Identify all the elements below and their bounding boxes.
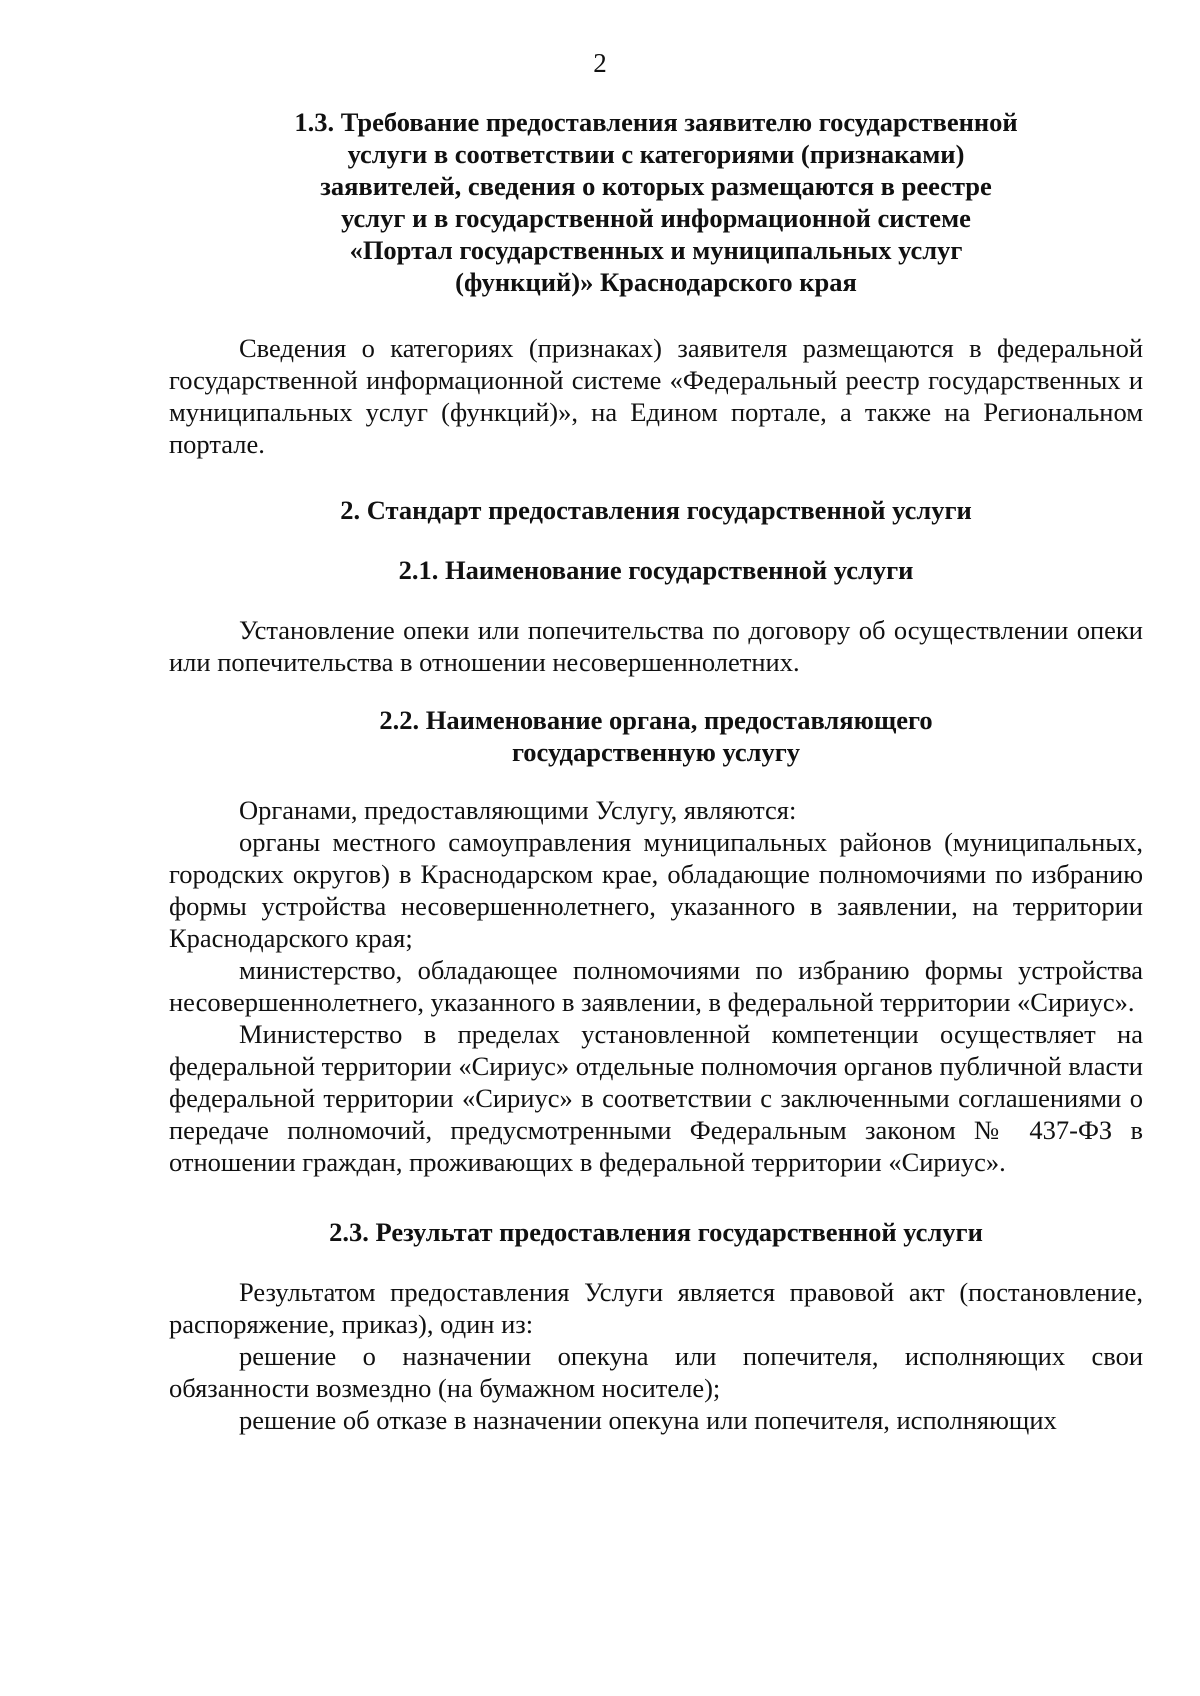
section-1-3-heading — [169, 106, 1143, 298]
paragraph: органы местного самоуправления муниципальных районов (муниципальных, городских округов) в Краснодарском крае, обладающие полномочиями по избранию формы устройства несовершеннолетнего, указанного в заявлении, на территории Краснодарского края; — [169, 827, 1143, 953]
document-body — [169, 106, 1143, 1436]
heading-line: услуги в соответствии с категориями (признаками) — [347, 139, 965, 169]
section-2-heading: 2. Стандарт предоставления государственной услуги — [340, 495, 972, 525]
paragraph: Результатом предоставления Услуги является правовой акт (постановление, распоряжение, приказ), один из: — [169, 1277, 1143, 1339]
heading-line: «Портал государственных и муниципальных услуг — [349, 235, 963, 265]
section-2-3-heading: 2.3. Результат предоставления государственной услуги — [329, 1217, 983, 1247]
paragraph: Министерство в пределах установленной компетенции осуществляет на федеральной территории «Сириус» отдельные полномочия органов публичной власти федеральной территории «Сириус» в соответствии с заключенными соглашениями о передаче полномочий, предусмотренными Федеральным законом № 437-ФЗ в отношении граждан, проживающих в федеральной территории «Сириус». — [169, 1019, 1143, 1177]
heading-line: 1.3. Требование предоставления заявителю государственной — [294, 107, 1018, 137]
paragraph: министерство, обладающее полномочиями по избранию формы устройства несовершеннолетнего, указанного в заявлении, в федеральной территории «Сириус». — [169, 955, 1143, 1017]
paragraph: Сведения о категориях (признаках) заявителя размещаются в федеральной государственной информационной системе «Федеральный реестр государственных и муниципальных услуг (функций)», на Едином портале, а также на Региональном портале. — [169, 333, 1143, 459]
paragraph: решение о назначении опекуна или попечителя, исполняющих свои обязанности возмездно (на бумажном носителе); — [169, 1341, 1143, 1403]
heading-line: заявителей, сведения о которых размещаются в реестре — [320, 171, 992, 201]
heading-line: 2.2. Наименование органа, предоставляющего — [379, 705, 933, 735]
heading-line: услуг и в государственной информационной системе — [341, 203, 971, 233]
paragraph: Установление опеки или попечительства по договору об осуществлении опеки или попечительства в отношении несовершеннолетних. — [169, 615, 1143, 677]
section-2-2-heading — [169, 704, 1143, 768]
paragraph: решение об отказе в назначении опекуна или попечителя, исполняющих — [239, 1405, 1057, 1435]
heading-line: (функций)» Краснодарского края — [455, 267, 857, 297]
section-2-1-heading: 2.1. Наименование государственной услуги — [398, 555, 914, 585]
paragraph: Органами, предоставляющими Услугу, являются: — [239, 795, 797, 825]
heading-line: государственную услугу — [511, 737, 801, 767]
page-number: 2 — [593, 48, 607, 78]
